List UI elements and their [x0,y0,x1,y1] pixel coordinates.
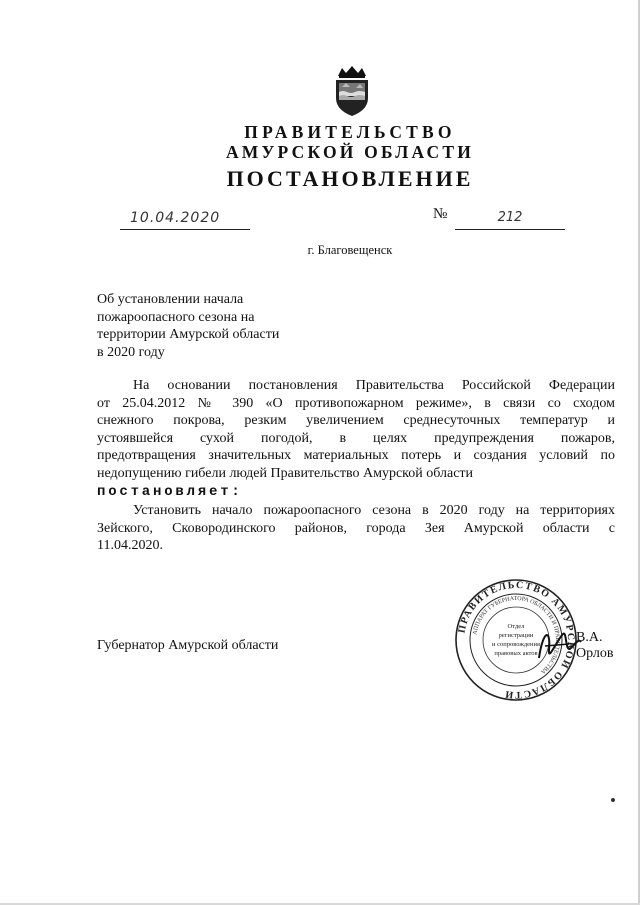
subject-line: территории Амурской области [97,327,280,342]
amur-region-coat-of-arms-icon [330,64,374,118]
signatory-name: В.А. Орлов [576,630,614,661]
preamble-line: На основании постановления Правительства Российской Федерации [133,378,615,393]
document-number: 212 [455,210,565,230]
seal-center-line: правовых актов [494,650,538,657]
preamble-line: предотвращения значительных материальных потерь и создания условий по [97,448,615,463]
seal-center-line: и сопровождения [492,641,540,648]
point-line: Установить начало пожароопасного сезона в 2020 году на территориях [133,503,615,518]
preamble-line: недопущению гибели людей Правительство Амурской области [97,465,474,481]
document-type-title: ПОСТАНОВЛЕНИЕ [226,166,474,191]
seal-center-line: регистрации [498,632,534,639]
subject-line: Об установлении начала [97,292,244,307]
number-label: № [433,206,448,222]
scan-speck [611,798,615,802]
org-name-line-1: ПРАВИТЕЛЬСТВО [244,122,456,142]
seal-outer-text: ПРАВИТЕЛЬСТВО АМУРСКОЙ ОБЛАСТИ [456,579,577,701]
org-name-line-2: АМУРСКОЙ ОБЛАСТИ [225,142,475,162]
document-date: 10.04.2020 [120,210,250,230]
seal-center-line: Отдел [507,623,525,630]
preamble-line: устоявшейся сухой погодой, в целях предупреждения пожаров, [97,430,615,446]
seal-inner-text: АППАРАТ ГУБЕРНАТОРА ОБЛАСТИ И ПРАВИТЕЛЬСТВА [472,595,561,675]
preamble-line: снежного покрова, резким увеличением среднесуточных температур и [97,413,615,428]
preamble-line: от 25.04.2012 № 390 «О противопожарном режиме», в связи со сходом [97,395,615,411]
document-subject [97,291,279,361]
point-line: Зейского, Сковородинского районов, города Зея Амурской области с [97,520,615,536]
resolve-word: постановляет: [97,484,243,500]
resolution-point [97,502,615,555]
city-line: г. Благовещенск [307,243,393,257]
point-line: 11.04.2020. [97,538,163,553]
subject-line: пожароопасного сезона на [97,309,255,325]
preamble-paragraph [97,377,615,482]
signatory-position: Губернатор Амурской области [97,638,279,653]
subject-line: в 2020 году [97,344,165,360]
